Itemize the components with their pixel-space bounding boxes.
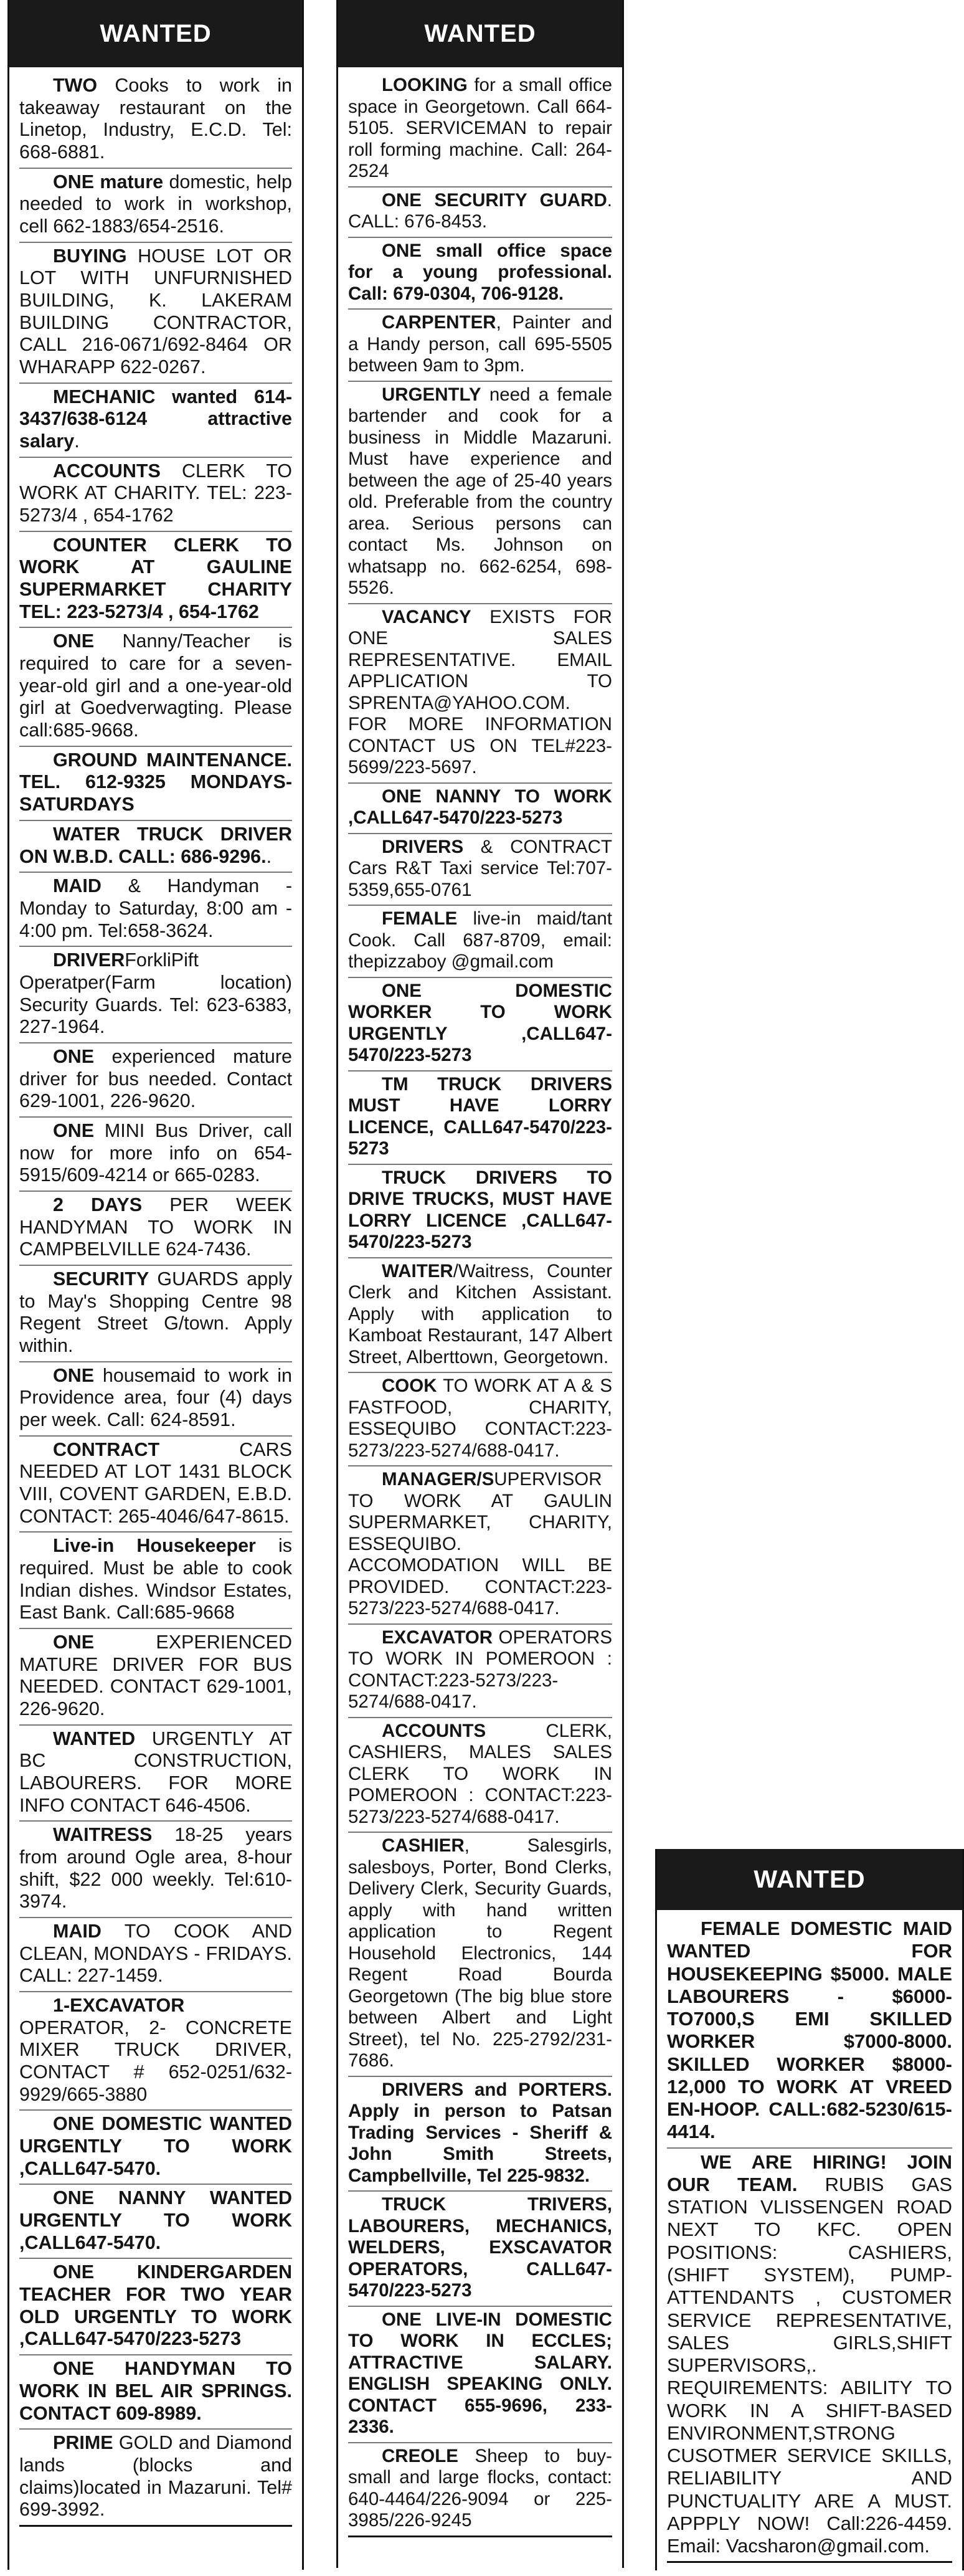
ad-body: Sheep to buy-small and large flocks, contact: 640-4464/226-9094 or 225-3985/226-9245	[348, 2445, 612, 2531]
classified-column-1	[7, 0, 304, 2570]
ad-lead: ONE SECURITY GUARD	[382, 189, 607, 211]
ad-body: , Salesgirls, salesboys, Porter, Bond Clerks, Delivery Clerk, Security Guards, apply with hand written application to Regent Household Electronics, 144 Regent Road Bourda Georgetown (The big blue store between Albert and Light Street), tel No. 225-2792/231-7686.	[348, 1835, 612, 2071]
ad-body: experienced mature driver for bus needed. Contact 629-1001, 226-9620.	[19, 1045, 292, 1112]
ad-lead: EXCAVATOR	[382, 1627, 493, 1648]
ad-lead: DRIVERS	[382, 836, 464, 857]
ad-lead: ONE	[53, 1632, 95, 1653]
ad-lead: MECHANIC wanted 614-3437/638-6124 attractive salary	[19, 386, 292, 452]
classified-ad	[348, 2443, 612, 2537]
ad-body: ForkliPift Operatper(Farm location) Security Guards. Tel: 623-6383, 227-1964.	[19, 949, 292, 1038]
classified-ad	[348, 238, 612, 310]
classified-ad	[348, 382, 612, 604]
classified-ad	[348, 784, 612, 834]
ad-body: for a small office space in Georgetown. Call 664-5105. SERVICEMAN to repair roll forming machine. Call: 264-2524	[348, 75, 612, 181]
ad-lead: URGENTLY	[382, 384, 481, 405]
classified-ad	[348, 1258, 612, 1374]
classified-ad	[348, 978, 612, 1072]
ad-lead: TM TRUCK DRIVERS MUST HAVE LORRY LICENCE, CALL647-5470/223-5273	[348, 1073, 612, 1159]
ad-body: CLERK TO WORK AT CHARITY. TEL: 223-5273/4 , 654-1762	[19, 460, 292, 526]
column-header: WANTED	[657, 1849, 962, 1910]
classified-ad	[19, 747, 292, 821]
ad-body: TO COOK AND CLEAN, MONDAYS - FRIDAYS. CALL: 227-1459.	[19, 1921, 292, 1987]
ad-lead: MANAGER/S	[382, 1469, 494, 1490]
ad-lead: Live-in Housekeeper	[53, 1535, 256, 1557]
classified-ad	[19, 1266, 292, 1362]
ad-lead: ONE HANDYMAN TO WORK IN BEL AIR SPRINGS. CONTACT 609-8989.	[19, 2358, 292, 2424]
ad-body: /Waitress, Counter Clerk and Kitchen Assistant. Apply with application to Kamboat Restaurant, 147 Albert Street, Alberttown, Georgetown.	[348, 1260, 612, 1367]
ad-lead: CONTRACT	[53, 1438, 160, 1460]
ad-lead: ACCOUNTS	[382, 1720, 486, 1741]
column-header: WANTED	[9, 0, 302, 67]
ad-lead: PRIME	[53, 2432, 113, 2454]
ad-lead: COOK	[382, 1376, 437, 1396]
classified-ad	[19, 458, 292, 532]
classified-ad	[348, 1373, 612, 1466]
ad-body: domestic, help needed to work in workshop, cell 662-1883/654-2516.	[19, 171, 292, 237]
classified-ad	[19, 2185, 292, 2259]
ad-lead: WANTED	[53, 1728, 136, 1749]
classified-ad	[19, 1918, 292, 1992]
classified-ad	[348, 310, 612, 382]
ad-body: live-in maid/tant Cook. Call 687-8709, email: thepizzaboy @gmail.com	[348, 908, 612, 972]
ad-body: Cooks to work in takeaway restaurant on the Linetop, Industry, E.C.D. Tel: 668-6881.	[19, 75, 292, 163]
classified-ad	[19, 2111, 292, 2185]
classified-ad	[19, 873, 292, 947]
classified-ad	[19, 169, 292, 243]
ad-lead: ONE mature	[53, 171, 164, 192]
ad-lead: FEMALE	[382, 908, 458, 929]
ad-lead: SECURITY	[53, 1268, 149, 1290]
ad-body: .	[266, 845, 272, 867]
classified-ad	[19, 947, 292, 1043]
ad-lead: CASHIER	[382, 1835, 465, 1856]
ad-body: 18-25 years from around Ogle area, 8-hour shift, $22 000 weekly. Tel:610-3974.	[19, 1824, 292, 1913]
ad-lead: DRIVERS and PORTERS. Apply in person to Patsan Trading Services - Sheriff & John Smith Streets, Campbellville, Tel 225-9832.	[348, 2079, 612, 2186]
ad-body: TO WORK AT A & S FASTFOOD, CHARITY, ESSEQUIBO CONTACT:223-5273/223-5274/688-0417.	[348, 1376, 612, 1461]
ad-lead: TWO	[53, 75, 98, 96]
classified-ad	[348, 72, 612, 188]
classified-ad	[19, 1726, 292, 1822]
classified-ad	[19, 1822, 292, 1918]
classified-ad	[19, 2430, 292, 2527]
ads-list	[657, 1910, 962, 2563]
classified-column-2	[336, 0, 624, 2568]
ad-lead: ONE	[53, 1119, 95, 1141]
ad-body: OPERATORS TO WORK IN POMEROON : CONTACT:223-5273/223-5274/688-0417.	[348, 1627, 612, 1712]
ad-body: CLERK, CASHIERS, MALES SALES CLERK TO WORK IN POMEROON : CONTACT:223-5273/223-5274/688-0417.	[348, 1720, 612, 1827]
ad-body: GOLD and Diamond lands (blocks and claims)located in Mazaruni. Tel# 699-3992.	[19, 2432, 292, 2521]
ad-lead: ONE	[53, 1364, 95, 1386]
ad-lead: ONE DOMESTIC WANTED URGENTLY TO WORK ,CALL647-5470.	[19, 2113, 292, 2179]
ad-body: & Handyman - Monday to Saturday, 8:00 am - 4:00 pm. Tel:658-3624.	[19, 875, 292, 941]
ads-list	[9, 67, 302, 2527]
classified-ad	[19, 821, 292, 873]
ad-body: UPERVISOR TO WORK AT GAULIN SUPERMARKET, CHARITY, ESSEQUIBO. ACCOMODATION WILL BE PROVIDED. CONTACT:223-5273/223-5274/688-0417.	[348, 1469, 612, 1618]
classified-ad	[19, 384, 292, 458]
ad-lead: CREOLE	[382, 2445, 458, 2466]
ad-body: & CONTRACT Cars R&T Taxi service Tel:707-5359,655-0761	[348, 836, 612, 900]
classified-ad	[19, 1362, 292, 1437]
ad-lead: ONE DOMESTIC WORKER TO WORK URGENTLY ,CALL647-5470/223-5273	[348, 980, 612, 1065]
ad-body: EXISTS FOR ONE SALES REPRESENTATIVE. EMAIL APPLICATION TO SPRENTA@YAHOO.COM. FOR MORE INFORMATION CONTACT US ON TEL#223-5699/223-5697.	[348, 606, 612, 777]
ad-body: housemaid to work in Providence area, four (4) days per week. Call: 624-8591.	[19, 1364, 292, 1430]
ad-lead: LOOKING	[382, 75, 468, 95]
classified-ad	[19, 243, 292, 384]
ad-lead: ONE NANNY WANTED URGENTLY TO WORK ,CALL647-5470.	[19, 2187, 292, 2253]
classified-ad	[19, 2259, 292, 2355]
ad-body: HOUSE LOT OR LOT WITH UNFURNISHED BUILDING, K. LAKERAM BUILDING CONTRACTOR, CALL 216-0671/692-8464 OR WHARAPP 622-0267.	[19, 245, 292, 378]
classified-ad	[19, 72, 292, 169]
classified-ad	[19, 532, 292, 629]
ad-lead: GROUND MAINTENANCE. TEL. 612-9325 MONDAYS-SATURDAYS	[19, 749, 292, 815]
classified-ad	[348, 2192, 612, 2307]
ad-lead: 1-EXCAVATOR	[53, 1995, 185, 2017]
classified-ad	[348, 1833, 612, 2077]
ad-body: PER WEEK HANDYMAN TO WORK IN CAMPBELVILLE 624-7436.	[19, 1194, 292, 1260]
ad-lead: ONE small office space for a young professional. Call: 679-0304, 706-9128.	[348, 240, 612, 304]
classified-ad	[19, 628, 292, 746]
classified-ad	[348, 2077, 612, 2192]
ad-lead: MAID	[53, 1921, 102, 1942]
ad-lead: ONE LIVE-IN DOMESTIC TO WORK IN ECCLES; ATTRACTIVE SALARY. ENGLISH SPEAKING ONLY. CONTACT 655-9696, 233-2336.	[348, 2309, 612, 2437]
ad-lead: WE ARE HIRING! JOIN OUR TEAM.	[667, 2151, 952, 2195]
ad-lead: FEMALE DOMESTIC MAID WANTED FOR HOUSEKEEPING $5000. MALE LABOURERS - $6000-TO7000,S EMI SKILLED WORKER $7000-8000. SKILLED WORKER $8000-12,000 TO WORK AT VREED EN-HOOP. CALL:682-5230/615-4414.	[667, 1918, 952, 2143]
ad-body: CARS NEEDED AT LOT 1431 BLOCK VIII, COVENT GARDEN, E.B.D. CONTACT: 265-4046/647-8615.	[19, 1438, 292, 1527]
ad-body: MINI Bus Driver, call now for more info on 654-5915/609-4214 or 665-0283.	[19, 1119, 292, 1186]
ad-body: RUBIS GAS STATION VLISSENGEN ROAD NEXT TO KFC. OPEN POSITIONS: CASHIERS, (SHIFT SYSTEM), PUMP-ATTENDANTS , CUSTOMER SERVICE REPRESENTATIVE, SALES GIRLS,SHIFT SUPERVISORS,. REQUIREMENTS: ABILITY TO WORK IN A SHIFT-BASED ENVIRONMENT,STRONG CUSOTMER SERVICE SKILLS, RELIABILITY AND PUNCTUALITY ARE A MUST. APPPLY NOW! Call:226-4459. Email: Vacsharon@gmail.com.	[667, 2173, 953, 2557]
column-header: WANTED	[338, 0, 622, 67]
ad-body: . CALL: 676-8453.	[348, 189, 612, 232]
ad-lead: CARPENTER	[382, 312, 496, 333]
classified-ad	[348, 1165, 612, 1258]
ad-body: EXPERIENCED MATURE DRIVER FOR BUS NEEDED. CONTACT 629-1001, 226-9620.	[19, 1632, 292, 1720]
ad-lead: ONE	[53, 1045, 95, 1067]
ad-body: GUARDS apply to May's Shopping Centre 98 Regent Street G/town. Apply within.	[19, 1268, 292, 1356]
classified-ad	[19, 1533, 292, 1629]
ads-list	[338, 67, 622, 2537]
classified-ad	[667, 1915, 952, 2149]
classified-column-3	[655, 1849, 964, 2570]
ad-lead: TRUCK DRIVERS TO DRIVE TRUCKS, MUST HAVE LORRY LICENCE ,CALL647-5470/223-5273	[348, 1167, 612, 1252]
ad-lead: 2 DAYS	[53, 1194, 143, 1215]
classified-ad	[348, 834, 612, 906]
ad-lead: ACCOUNTS	[53, 460, 161, 482]
classified-ad	[348, 188, 612, 238]
classified-ad	[19, 1992, 292, 2111]
classified-ad	[19, 2355, 292, 2430]
ad-lead: MAID	[53, 875, 102, 897]
ad-lead: BUYING	[53, 245, 127, 267]
classified-ad	[348, 1718, 612, 1833]
classified-ad	[667, 2149, 952, 2564]
classified-ad	[348, 2307, 612, 2443]
ad-lead: ONE NANNY TO WORK ,CALL647-5470/223-5273	[348, 786, 612, 828]
ad-lead: WATER TRUCK DRIVER ON W.B.D. CALL: 686-9296.	[19, 823, 292, 867]
ad-body: is required. Must be able to cook Indian dishes. Windsor Estates, East Bank. Call:685-9668	[19, 1535, 293, 1623]
ad-lead: TRUCK TRIVERS, LABOURERS, MECHANICS, WELDERS, EXSCAVATOR OPERATORS, CALL647-5470/223-5273	[348, 2194, 612, 2301]
ad-lead: ONE KINDERGARDEN TEACHER FOR TWO YEAR OLD URGENTLY TO WORK ,CALL647-5470/223-5273	[19, 2261, 292, 2350]
classified-ad	[19, 1437, 292, 1533]
ad-lead: VACANCY	[382, 606, 471, 627]
ad-body: .	[74, 430, 80, 452]
ad-body: need a female bartender and cook for a business in Middle Mazaruni. Must have experience and between the age of 25-40 years old. Preferable from the country area. Serious persons can contact Ms. Johnson on whatsapp no. 662-6254, 698-5526.	[348, 384, 612, 598]
classified-ad	[19, 1192, 292, 1266]
ad-body: OPERATOR, 2- CONCRETE MIXER TRUCK DRIVER, CONTACT # 652-0251/632-9929/665-3880	[19, 2017, 292, 2105]
classified-ad	[19, 1043, 292, 1118]
classified-ad	[348, 1072, 612, 1165]
ad-body: Nanny/Teacher is required to care for a seven-year-old girl and a one-year-old girl at Goedverwagting. Please call:685-9668.	[19, 630, 292, 741]
classified-ad	[348, 1466, 612, 1625]
classified-ad	[348, 1625, 612, 1718]
classified-ad	[19, 1629, 292, 1726]
classified-ad	[348, 604, 612, 784]
ad-body: , Painter and a Handy person, call 695-5505 between 9am to 3pm.	[348, 312, 612, 376]
ad-lead: WAITRESS	[53, 1824, 153, 1846]
classified-ad	[348, 906, 612, 978]
ad-lead: WAITER	[382, 1260, 453, 1281]
ad-lead: ONE	[53, 630, 95, 652]
classified-ad	[19, 1118, 292, 1192]
ad-lead: DRIVER	[53, 949, 125, 971]
ad-body: URGENTLY AT BC CONSTRUCTION, LABOURERS. FOR MORE INFO CONTACT 646-4506.	[19, 1728, 292, 1816]
ad-lead: COUNTER CLERK TO WORK AT GAULINE SUPERMARKET CHARITY TEL: 223-5273/4 , 654-1762	[19, 534, 292, 622]
